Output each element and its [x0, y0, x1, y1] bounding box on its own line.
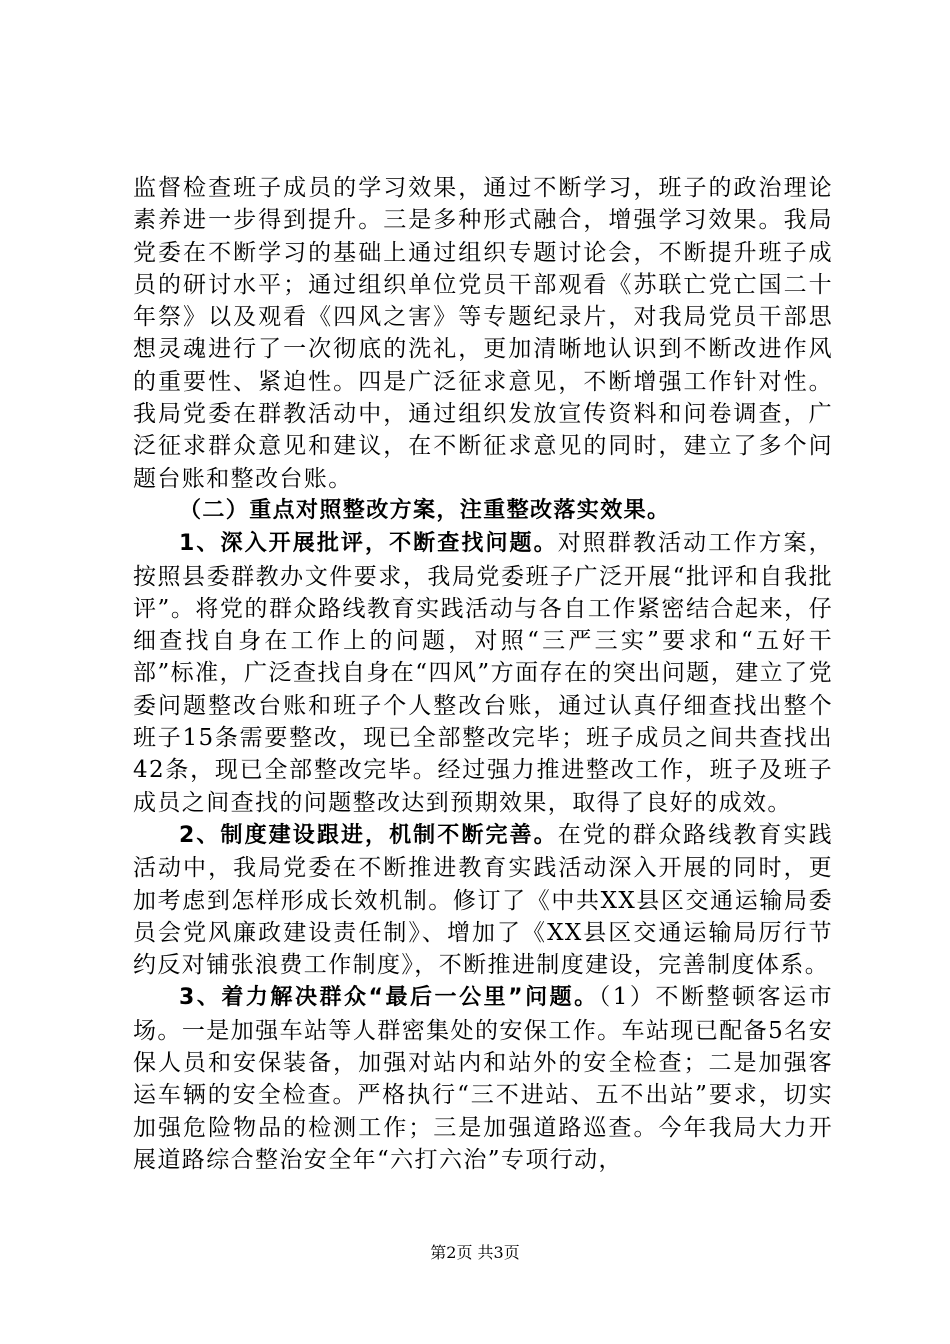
paragraph-last-mile: [133, 981, 833, 1176]
document-body: [133, 172, 833, 1176]
paragraph-lead: 3、着力解决群众“最后一公里”问题。: [179, 985, 599, 1011]
paragraph-lead: 1、深入开展批评，不断查找问题。: [179, 531, 558, 557]
paragraph-text: （1）不断整顿客运市场。一是加强车站等人群密集处的安保工作。车站现已配备5名安保人员和安保装备，加强对站内和站外的安全检查；二是加强客运车辆的安全检查。严格执行“三不进站、五不出站”要求，切实加强危险物品的检测工作；三是加强道路巡查。今年我局大力开展道路综合整治安全年“六打六治”专项行动，: [133, 984, 833, 1173]
paragraph-institution-building: [133, 819, 833, 981]
paragraph-text: 在党的群众路线教育实践活动中，我局党委在不断推进教育实践活动深入开展的同时，更加考虑到怎样形成长效机制。修订了《中共XX县区交通运输局委员会党风廉政建设责任制》、增加了《XX县区交通运输局厉行节约反对铺张浪费工作制度》，不断推进制度建设，完善制度体系。: [133, 821, 833, 979]
section-heading-text: （二）重点对照整改方案，注重整改落实效果。: [179, 497, 671, 523]
paragraph-text: 对照群教活动工作方案，按照县委群教办文件要求，我局党委班子广泛开展“批评和自我批评”。将党的群众路线教育实践活动与各自工作紧密结合起来，仔细查找自身在工作上的问题，对照“三严三实”要求和“五好干部”标准，广泛查找自身在“四风”方面存在的突出问题，建立了党委问题整改台账和班子个人整改台账，通过认真仔细查找出整个班子15条需要整改，现已全部整改完毕；班子成员之间共查找出42条，现已全部整改完毕。经过强力推进整改工作，班子及班子成员之间查找的问题整改达到预期效果，取得了良好的成效。: [133, 530, 833, 816]
paragraph-study-effects: [133, 172, 833, 495]
paragraph-criticism: [133, 527, 833, 819]
paragraph-lead: 2、制度建设跟进，机制不断完善。: [179, 822, 558, 848]
page-footer: 第2页 共3页: [430, 1243, 520, 1262]
section-heading-rectification: [133, 495, 833, 527]
paragraph-text: 监督检查班子成员的学习效果，通过不断学习，班子的政治理论素养进一步得到提升。三是多种形式融合，增强学习效果。我局党委在不断学习的基础上通过组织专题讨论会，不断提升班子成员的研讨水平；通过组织单位党员干部观看《苏联亡党亡国二十年祭》以及观看《四风之害》等专题纪录片，对我局党员干部思想灵魂进行了一次彻底的洗礼，更加清晰地认识到不断改进作风的重要性、紧迫性。四是广泛征求意见，不断增强工作针对性。我局党委在群教活动中，通过组织发放宣传资料和问卷调查，广泛征求群众意见和建议，在不断征求意见的同时，建立了多个问题台账和整改台账。: [133, 175, 833, 492]
